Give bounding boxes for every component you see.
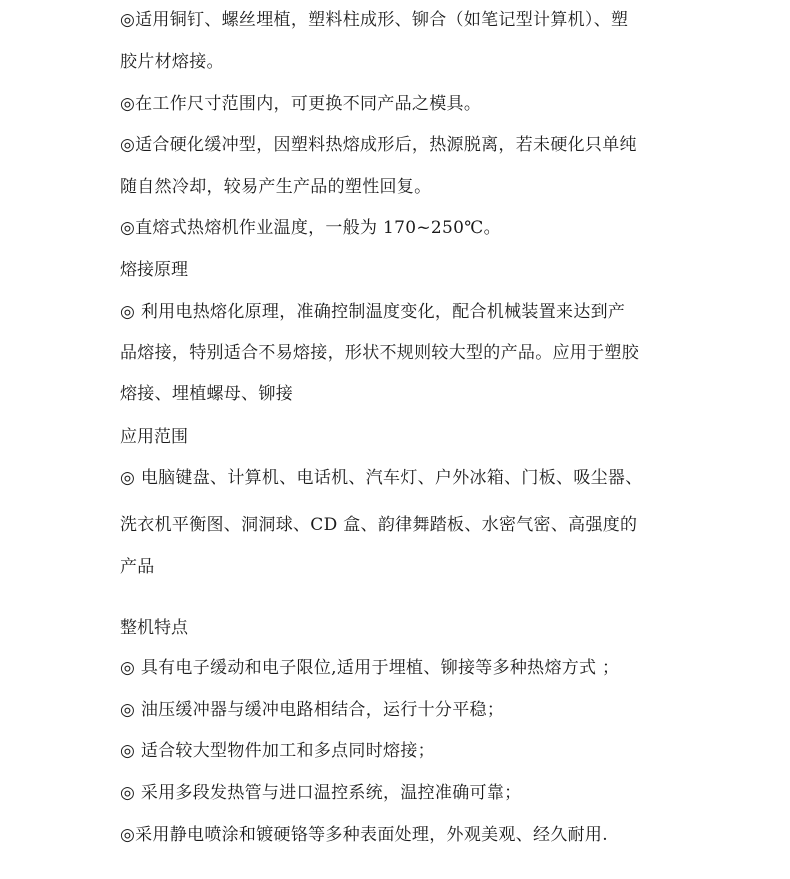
para4: ◎直熔式热熔机作业温度，一般为 170~250℃。 <box>120 218 501 238</box>
para3-line2: 随自然冷却，较易产生产品的塑性回复。 <box>120 177 432 197</box>
feature-item-1: ◎ 具有电子缓动和电子限位,适用于埋植、铆接等多种热熔方式 ； <box>120 658 620 678</box>
principle-line2: 品熔接，特别适合不易熔接，形状不规则较大型的产品。应用于塑胶 <box>120 343 639 363</box>
feature-item-2: ◎ 油压缓冲器与缓冲电路相结合，运行十分平稳； <box>120 700 505 720</box>
scope-line1: ◎ 电脑键盘、计算机、电话机、汽车灯、户外冰箱、门板、吸尘器、 <box>120 468 643 488</box>
feature-item-3: ◎ 适合较大型物件加工和多点同时熔接； <box>120 741 435 761</box>
feature-item-4: ◎ 采用多段发热管与进口温控系统，温控准确可靠； <box>120 783 522 803</box>
para1-line1: ◎适用铜钉、螺丝埋植，塑料柱成形、铆合（如笔记型计算机）、塑 <box>120 10 629 30</box>
feature-item-5: ◎采用静电喷涂和镀硬铬等多种表面处理，外观美观、经久耐用. <box>120 825 608 845</box>
section-heading-principle: 熔接原理 <box>120 260 188 280</box>
para2: ◎在工作尺寸范围内，可更换不同产品之模具。 <box>120 94 482 114</box>
scope-line2: 洗衣机平衡图、洞洞球、CD 盒、韵律舞踏板、水密气密、高强度的 <box>120 515 638 535</box>
principle-line1: ◎ 利用电热熔化原理，准确控制温度变化，配合机械装置来达到产 <box>120 302 626 322</box>
scope-line3: 产品 <box>120 557 155 577</box>
principle-line3: 熔接、埋植螺母、铆接 <box>120 384 293 404</box>
section-heading-scope: 应用范围 <box>120 427 188 447</box>
para3-line1: ◎适合硬化缓冲型，因塑料热熔成形后，热源脱离，若未硬化只单纯 <box>120 135 637 155</box>
section-heading-features: 整机特点 <box>120 618 188 638</box>
para1-line2: 胶片材熔接。 <box>120 52 224 72</box>
